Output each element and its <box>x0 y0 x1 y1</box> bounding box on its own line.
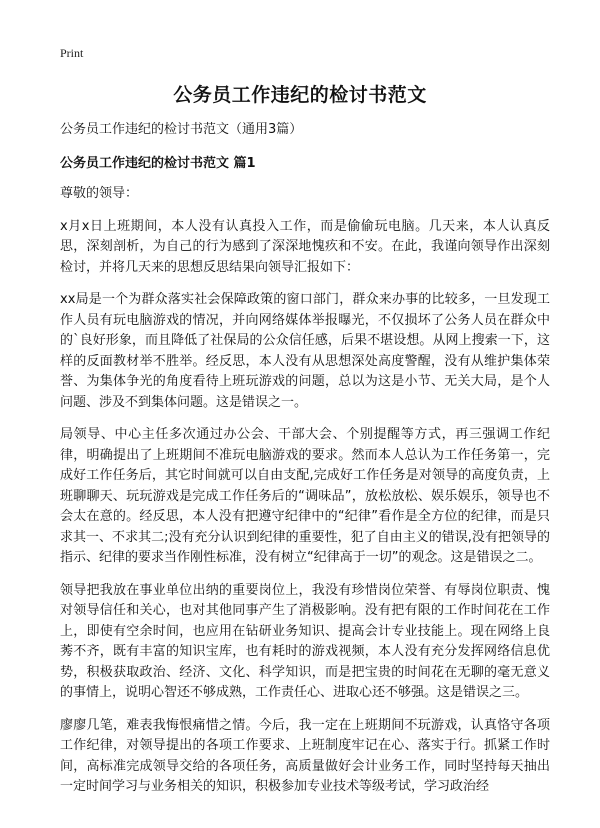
body-paragraph: 局领导、中心主任多次通过办公会、干部大会、个别提醒等方式，再三强调工作纪律，明确提出了上班期间不准玩电脑游戏的要求。然而本人总认为工作任务第一，完成好工作任务后，其它时间就可以自由支配,完成好工作任务是对领导的高度负责，上班聊聊天、玩玩游戏是完成工作任务后的“调味品”，放松放松、娱乐娱乐，领导也不会太在意的。经反思，本人没有把遵守纪律中的“纪律”看作是全方位的纪律，而是只求其一、不求其二;没有充分认识到纪律的重要性，犯了自由主义的错误,没有把领导的指示、纪律的要求当作刚性标准，没有树立“纪律高于一切”的观念。这是错误之二。 <box>60 427 550 565</box>
print-label: Print <box>60 46 84 60</box>
body-paragraph: 领导把我放在事业单位出纳的重要岗位上，我没有珍惜岗位荣誉、有辱岗位职责、愧对领导信任和关心，也对其他同事产生了消极影响。没有把有限的工作时间花在工作上，即使有空余时间，也应用在钻研业务知识、提高会计专业技能上。现在网络上良莠不齐，既有丰富的知识宝库，也有耗时的游戏视频，本人没有充分发挥网络信息优势，积极获取政治、经济、文化、科学知识，而是把宝贵的时间花在无聊的毫无意义的事情上，说明心智还不够成熟，工作责任心、进取心还不够强。这是错误之三。 <box>60 582 550 700</box>
salutation: 尊敬的领导： <box>60 186 139 201</box>
section-heading: 公务员工作违纪的检讨书范文 篇1 <box>60 155 256 171</box>
body-paragraph: x月x日上班期间，本人没有认真投入工作，而是偷偷玩电脑。几天来，本人认真反思，深刻剖析，为自己的行为感到了深深地愧疚和不安。在此，我谨向领导作出深刻检讨，并将几天来的思想反思结果向领导汇报如下： <box>60 218 550 275</box>
body-paragraph: 廖廖几笔，难表我悔恨痛惜之情。今后，我一定在上班期间不玩游戏，认真恪守各项工作纪律，对领导提出的各项工作要求、上班制度牢记在心、落实于行。抓紧工作时间，高标准完成领导交给的各项任务，高质量做好会计业务工作，同时坚持每天抽出一定时间学习与业务相关的知识，积极参加专业技术等级考试，学习政治经 <box>60 717 550 794</box>
document-body <box>60 120 550 810</box>
page-title: 公务员工作违纪的检讨书范文 <box>173 84 427 106</box>
body-paragraph: xx局是一个为群众落实社会保障政策的窗口部门，群众来办事的比较多，一旦发现工作人员有玩电脑游戏的情况，并向网络媒体举报曝光，不仅损坏了公务人员在群众中的`良好形象，而且降低了社保局的公众信任感，后果不堪设想。从网上搜索一下，这样的反面教材举不胜举。经反思，本人没有从思想深处高度警醒，没有从维护集体荣誉、为集体争光的角度看待上班玩游戏的问题，总以为这是小节、无关大局，是个人问题、涉及不到集体问题。这是错误之一。 <box>60 292 550 410</box>
document-subtitle: 公务员工作违纪的检讨书范文（通用3篇） <box>60 122 303 137</box>
